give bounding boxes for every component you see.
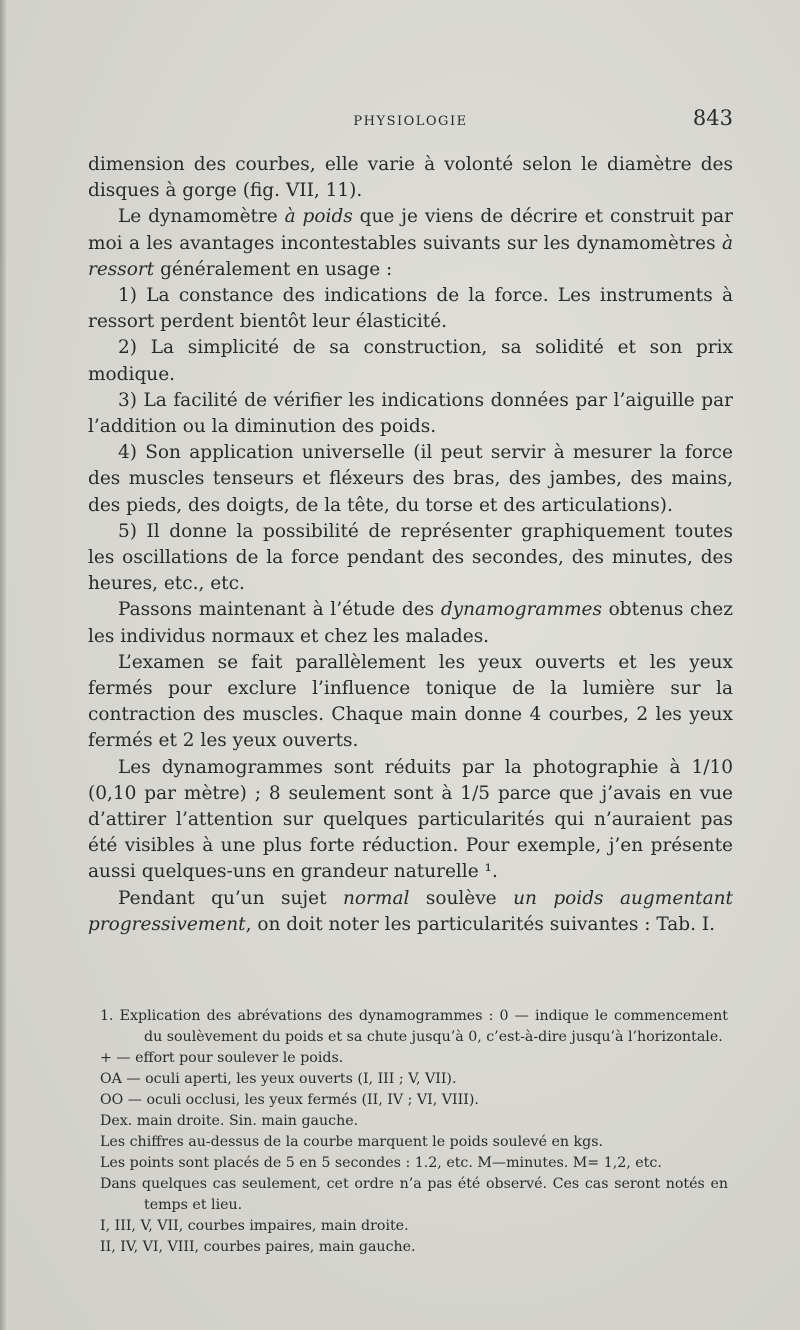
page-header bbox=[88, 106, 733, 138]
footnote: OO — oculi occlusi, les yeux fermés (II, IV ; VI, VIII). bbox=[100, 1092, 479, 1108]
footnote: 1. Explication des abrévations des dynamogrammes : 0 — indique le commencement du soulèvement du poids et sa chute jusqu’à 0, c’est-à-dire jusqu’à l’horizontale. bbox=[100, 1008, 728, 1045]
footnote: Dans quelques cas seulement, cet ordre n’a pas été observé. Ces cas seront notés en temps et lieu. bbox=[100, 1176, 728, 1213]
page-number: 843 bbox=[692, 106, 733, 130]
paragraph: Les dynamogrammes sont réduits par la photographie à 1/10 (0,10 par mètre) ; 8 seulement sont à 1/5 parce que j’avais en vue d’attirer l’attention sur quelques particularités qui n’auraient pas été visibles à une plus forte réduction. Pour exemple, j’en présente aussi quelques-uns en grandeur naturelle ¹. bbox=[88, 756, 733, 883]
italic-term: un poids augmentant progressivement bbox=[88, 887, 733, 935]
paragraph: Le dynamomètre à poids que je viens de décrire et construit par moi a les avantages incontestables suivants sur les dynamomètres à ressort généralement en usage : bbox=[88, 206, 733, 280]
paragraph: dimension des courbes, elle varie à volonté selon le diamètre des disques à gorge (fig. VII, 11). bbox=[88, 154, 733, 202]
paragraph: 2) La simplicité de sa construction, sa solidité et son prix modique. bbox=[88, 337, 733, 385]
paragraph: Pendant qu’un sujet normal soulève un poids augmentant progressivement, on doit noter les particularités suivantes : Tab. I. bbox=[88, 887, 733, 935]
italic-term: normal bbox=[343, 887, 410, 909]
italic-term: à ressort bbox=[88, 232, 733, 280]
footnote: OA — oculi aperti, les yeux ouverts (I, III ; V, VII). bbox=[100, 1071, 457, 1087]
footnote: I, III, V, VII, courbes impaires, main droite. bbox=[100, 1218, 409, 1234]
page-binding-edge bbox=[0, 0, 6, 1330]
footnote: + — effort pour soulever le poids. bbox=[100, 1050, 344, 1066]
body-text bbox=[88, 152, 733, 938]
italic-term: à poids bbox=[284, 206, 353, 228]
italic-term: dynamogrammes bbox=[440, 599, 602, 621]
paragraph: 1) La constance des indications de la force. Les instruments à ressort perdent bientôt leur élasticité. bbox=[88, 285, 733, 333]
footnotes bbox=[100, 1006, 728, 1258]
paragraph: 3) La facilité de vérifier les indications données par l’aiguille par l’addition ou la diminution des poids. bbox=[88, 389, 733, 438]
paragraph: Passons maintenant à l’étude des dynamogrammes obtenus chez les individus normaux et chez les malades. bbox=[88, 599, 733, 647]
footnote: Les points sont placés de 5 en 5 secondes : 1.2, etc. M—minutes. M= 1,2, etc. bbox=[100, 1155, 662, 1171]
footnote: II, IV, VI, VIII, courbes paires, main gauche. bbox=[100, 1239, 416, 1255]
footnote: Dex. main droite. Sin. main gauche. bbox=[100, 1113, 359, 1129]
paragraph: 5) Il donne la possibilité de représenter graphiquement toutes les oscillations de la force pendant des secondes, des minutes, des heures, etc., etc. bbox=[88, 520, 733, 595]
paragraph: 4) Son application universelle (il peut servir à mesurer la force des muscles tenseurs et fléxeurs des bras, des jambes, des mains, des pieds, des doigts, de la tête, du torse et des articulations). bbox=[88, 442, 733, 516]
footnote: Les chiffres au-dessus de la courbe marquent le poids soulevé en kgs. bbox=[100, 1134, 603, 1150]
running-title: PHYSIOLOGIE bbox=[353, 114, 468, 129]
paragraph: L’examen se fait parallèlement les yeux ouverts et les yeux fermés pour exclure l’influence tonique de la lumière sur la contraction des muscles. Chaque main donne 4 courbes, 2 les yeux fermés et 2 les yeux ouverts. bbox=[88, 651, 733, 752]
